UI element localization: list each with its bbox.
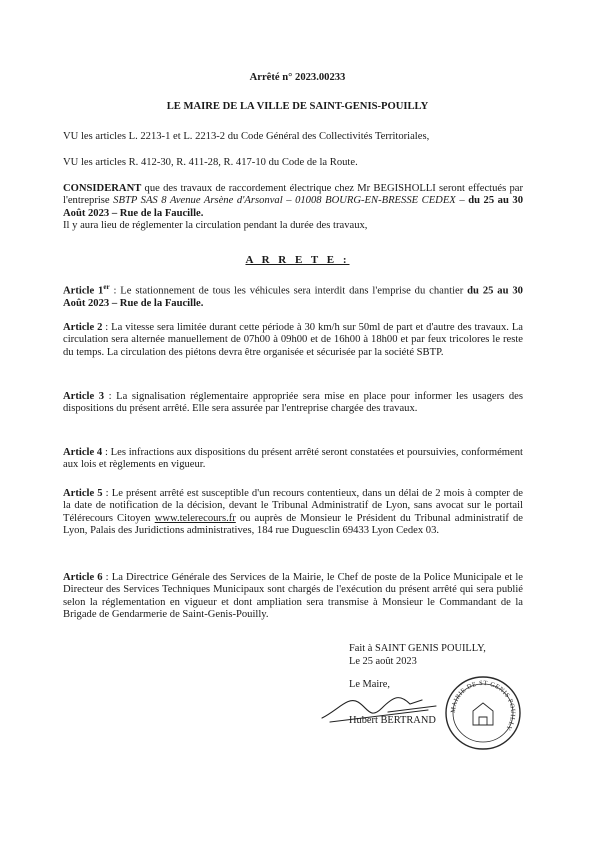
article-6-text: : La Directrice Générale des Services de la Mairie, le Chef de poste de la Police Municipale et le Directeur des Services Techniques Municipaux sont chargés de l'exécution du présent arrêté qui sera publié selon la réglementation en vigueur et dont ampliation sera transmise à Monsieur le Commandant de la Brigade de Gendarmerie de Saint-Genis-Pouilly. xyxy=(63,572,523,620)
considerant-conclusion: Il y aura lieu de réglementer la circulation pendant la durée des travaux, xyxy=(63,219,368,231)
article-4-label: Article 4 xyxy=(63,447,103,458)
signature-role: Le Maire, xyxy=(349,679,390,690)
article-2-text: : La vitesse sera limitée durant cette période à 30 km/h sur 50ml de part et d'autre des travaux. La circulation sera alternée manuellement de 07h00 à 09h00 et de 16h00 à 18h00 et par feux tricolores le reste du temps. La circulation des piétons devra être organisée et sécurisée par la société SBTP. xyxy=(63,322,523,358)
considerant-separator: – xyxy=(455,195,469,207)
article-4-text: : Les infractions aux dispositions du présent arrêté seront constatées et poursuivies, conformément aux lois et règlements en vigueur. xyxy=(63,447,523,471)
article-3-text: : La signalisation réglementaire appropriée sera mise en place pour informer les usagers des dispositions du présent arrêté. Elle sera assurée par l'entreprise chargée des travaux. xyxy=(63,391,523,415)
handwritten-signature xyxy=(318,688,438,728)
article-6 xyxy=(63,572,523,621)
arrete-number: Arrêté n° 2023.00233 xyxy=(249,72,346,83)
vu-line-2: VU les articles R. 412-30, R. 411-28, R. 417-10 du Code de la Route. xyxy=(63,157,358,168)
article-3-label: Article 3 xyxy=(63,391,105,402)
article-1-dates: du 25 au 30 Août 2023 – Rue de la Faucille. xyxy=(63,285,523,309)
article-1-text: : Le stationnement de tous les véhicules sera interdit dans l'emprise du chantier xyxy=(109,285,468,297)
article-5-text-end: ou auprès de Monsieur le Président du Tribunal administratif de Lyon, Palais des Juridictions administratives, 184 rue Duguesclin 69433 Lyon Cedex 03. xyxy=(63,512,524,536)
article-1-sup: er xyxy=(103,283,110,291)
arrete-heading-text: A R R E T E : xyxy=(245,254,350,266)
article-6-label: Article 6 xyxy=(63,572,103,583)
document-title: LE MAIRE DE LA VILLE DE SAINT-GENIS-POUILLY xyxy=(166,101,429,112)
article-4 xyxy=(63,447,523,472)
article-2 xyxy=(63,322,523,359)
considerant-company: SBTP SAS 8 Avenue Arsène d'Arsonval – 01008 BOURG-EN-BRESSE CEDEX xyxy=(113,195,456,207)
considerant-label: CONSIDERANT xyxy=(63,183,142,194)
considerant-paragraph xyxy=(63,183,523,232)
article-2-label: Article 2 xyxy=(63,322,103,333)
arrete-heading xyxy=(0,254,595,267)
vu-line-1: VU les articles L. 2213-1 et L. 2213-2 du Code Général des Collectivités Territoriales, xyxy=(63,131,430,142)
telerecours-link[interactable]: www.telerecours.fr xyxy=(154,512,236,524)
article-5-label: Article 5 xyxy=(63,488,103,499)
article-5 xyxy=(63,488,523,537)
signature-date: Le 25 août 2023 xyxy=(349,656,417,667)
considerant-text: que des travaux de raccordement électrique chez Mr BEGISHOLLI seront effectués par l'entreprise xyxy=(63,183,523,207)
svg-text:MAIRIE DE ST GENIS POUILLY xyxy=(450,680,516,732)
article-1-label: Article 1 xyxy=(63,285,104,297)
official-stamp xyxy=(443,673,523,753)
article-5-text: : Le présent arrêté est susceptible d'un recours contentieux, dans un délai de 2 mois à compter de la date de notification de la décision, devant le Tribunal Administratif de Lyon, sans avocat sur le portail Télérecours Citoyen xyxy=(63,488,523,524)
signatory-name: Hubert BERTRAND xyxy=(349,715,436,726)
signature-place: Fait à SAINT GENIS POUILLY, xyxy=(349,643,486,654)
article-3 xyxy=(63,391,523,416)
considerant-dates: du 25 au 30 Août 2023 – Rue de la Faucille. xyxy=(63,195,524,219)
article-1 xyxy=(63,281,523,310)
stamp-text: MAIRIE DE ST GENIS POUILLY xyxy=(449,679,517,732)
